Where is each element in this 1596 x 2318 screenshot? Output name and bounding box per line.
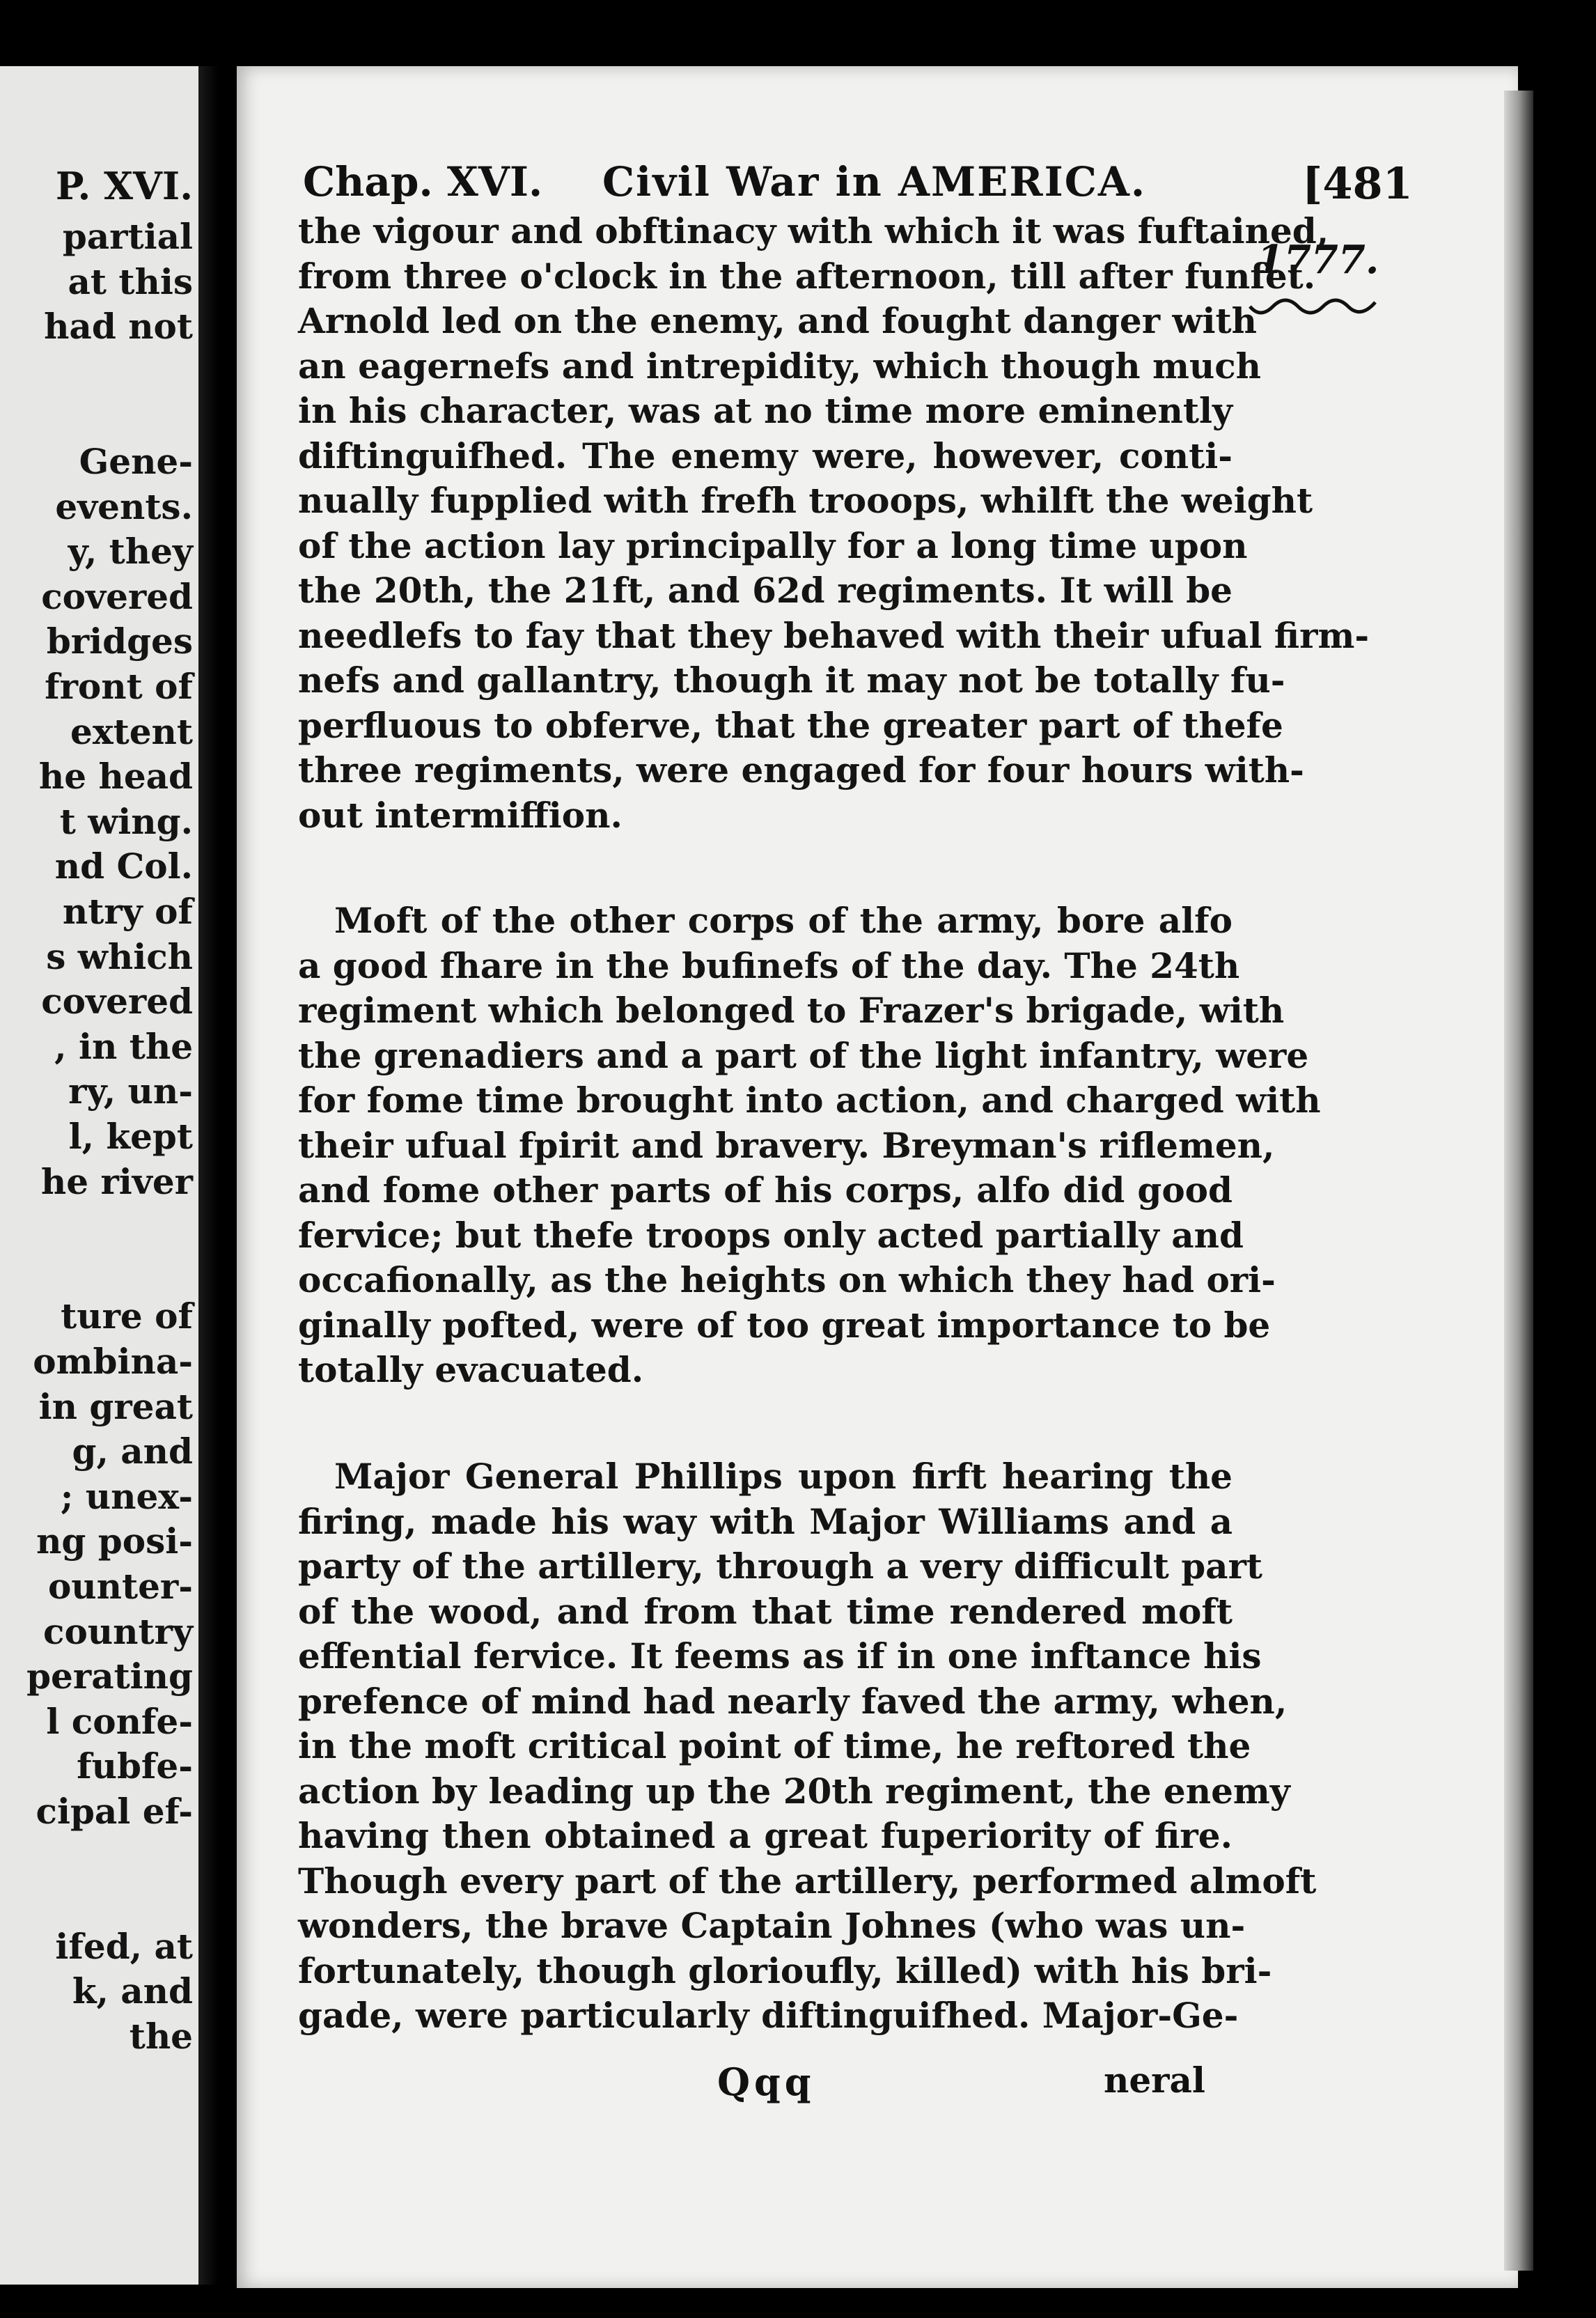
previous-page-line: bridges (46, 621, 193, 662)
text-line: action by leading up the 20th regiment, the enemy (298, 1770, 1290, 1812)
previous-page-line: extent (70, 710, 193, 752)
previous-page-line: y, they (68, 531, 193, 573)
page-number: [481 (1302, 158, 1413, 209)
previous-page-strip (0, 66, 198, 2285)
previous-page-line: ombina- (33, 1341, 193, 1382)
text-line: perfluous to obferve, that the greater part of thefe (298, 704, 1283, 746)
previous-page-line: front of (45, 666, 193, 707)
previous-page-line: k, and (72, 1970, 193, 2012)
text-line: effential fervice. It feems as if in one inftance his (298, 1635, 1262, 1677)
previous-page-line: Gene- (79, 441, 193, 482)
text-line: Though every part of the artillery, performed almoft (298, 1860, 1317, 1901)
text-line: the 20th, the 21ft, and 62d regiments. It will be (298, 570, 1233, 611)
book-page (237, 66, 1518, 2288)
paragraph-3 (298, 1454, 1317, 2039)
text-line: of the wood, and from that time rendered moft (298, 1590, 1233, 1632)
text-line: occafionally, as the heights on which they had ori- (298, 1259, 1276, 1300)
previous-page-line: he head (38, 756, 193, 798)
text-line: out intermiffion. (298, 794, 623, 836)
text-line: Moft of the other corps of the army, bore alfo (334, 900, 1233, 941)
previous-page-line: l, kept (68, 1116, 193, 1157)
text-line: from three o'clock in the afternoon, till after funfet. (298, 255, 1316, 297)
text-line: nefs and gallantry, though it may not be totally fu- (298, 660, 1285, 701)
text-line: ginally pofted, were of too great importance to be (298, 1304, 1271, 1346)
previous-page-line: nd Col. (54, 846, 193, 887)
text-line: in his character, was at no time more eminently (298, 390, 1233, 431)
text-line: prefence of mind had nearly faved the army, when, (298, 1680, 1288, 1722)
previous-page-line: , in the (54, 1025, 193, 1067)
text-line: party of the artillery, through a very difficult part (298, 1546, 1263, 1587)
text-line: needlefs to fay that they behaved with their ufual firm- (298, 614, 1370, 656)
text-line: wonders, the brave Captain Johnes (who was un- (298, 1905, 1246, 1946)
text-line: Arnold led on the enemy, and fought danger with (298, 300, 1257, 341)
paragraph-2 (298, 899, 1321, 1393)
signature-mark: Qqq (717, 2060, 815, 2104)
previous-page-line: cipal ef- (36, 1791, 193, 1832)
text-line: their ufual fpirit and bravery. Breyman's riflemen, (298, 1124, 1275, 1166)
previous-page-line: ture of (61, 1296, 193, 1337)
previous-page-line: perating (26, 1656, 193, 1697)
text-line: having then obtained a great fuperiority of fire. (298, 1815, 1233, 1856)
previous-page-line: l confe- (46, 1700, 193, 1742)
previous-page-line: ng posi- (36, 1520, 193, 1562)
previous-page-line: covered (41, 575, 193, 617)
text-line: for fome time brought into action, and charged with (298, 1080, 1321, 1121)
previous-page-line: fubfe- (77, 1745, 193, 1787)
text-line: the grenadiers and a part of the light infantry, were (298, 1034, 1309, 1076)
previous-page-line: had not (44, 306, 193, 348)
previous-page-line: country (43, 1610, 193, 1652)
previous-page-line: in great (38, 1385, 193, 1427)
previous-page-line: t wing. (59, 800, 193, 842)
flourish-icon (1246, 293, 1379, 320)
text-line: totally evacuated. (298, 1349, 644, 1390)
previous-page-line: he river (40, 1160, 193, 1202)
text-line: nually fupplied with frefh trooops, whilft the weight (298, 480, 1313, 521)
text-line: regiment which belonged to Frazer's brigade, with (298, 990, 1285, 1031)
text-line: three regiments, were engaged for four hours with- (298, 749, 1304, 791)
previous-page-line: ounter- (47, 1566, 193, 1607)
previous-page-header: P. XVI. (55, 164, 193, 208)
text-line: an eagernefs and intrepidity, which though much (298, 345, 1262, 387)
text-line: fortunately, though glorioufly, killed) with his bri- (298, 1950, 1272, 1991)
text-line: diftinguifhed. The enemy were, however, conti- (298, 435, 1233, 476)
text-line: the vigour and obftinacy with which it was fuftained, (298, 210, 1329, 251)
previous-page-line: events. (55, 485, 193, 527)
previous-page-line: ry, un- (68, 1071, 193, 1112)
margin-year: 1777. (1257, 237, 1379, 283)
catchword: neral (1104, 2060, 1205, 2101)
previous-page-line: covered (41, 981, 193, 1022)
previous-page-line: the (129, 2016, 193, 2057)
page-edge (1504, 91, 1533, 2271)
previous-page-line: at this (68, 260, 193, 302)
previous-page-line: g, and (72, 1431, 193, 1472)
previous-page-line: ntry of (62, 891, 193, 932)
text-line: and fome other parts of his corps, alfo did good (298, 1169, 1233, 1211)
text-line: gade, were particularly diftinguifhed. Major-Ge- (298, 1995, 1239, 2036)
text-line: of the action lay principally for a long time upon (298, 524, 1248, 566)
text-line: firing, made his way with Major Williams and a (298, 1500, 1233, 1542)
text-line: in the moft critical point of time, he reftored the (298, 1725, 1251, 1766)
previous-page-line: ifed, at (55, 1925, 193, 1967)
previous-page-line: partial (62, 216, 193, 257)
text-line: a good fhare in the bufinefs of the day. The 24th (298, 944, 1240, 986)
text-line: Major General Phillips upon firft hearing the (334, 1456, 1233, 1497)
previous-page-line: ; unex- (60, 1475, 193, 1517)
text-line: fervice; but thefe troops only acted partially and (298, 1214, 1244, 1256)
previous-page-line: s which (46, 935, 193, 977)
running-title: Civil War in AMERICA. (602, 158, 1147, 205)
chapter-label: Chap. XVI. (303, 158, 543, 205)
